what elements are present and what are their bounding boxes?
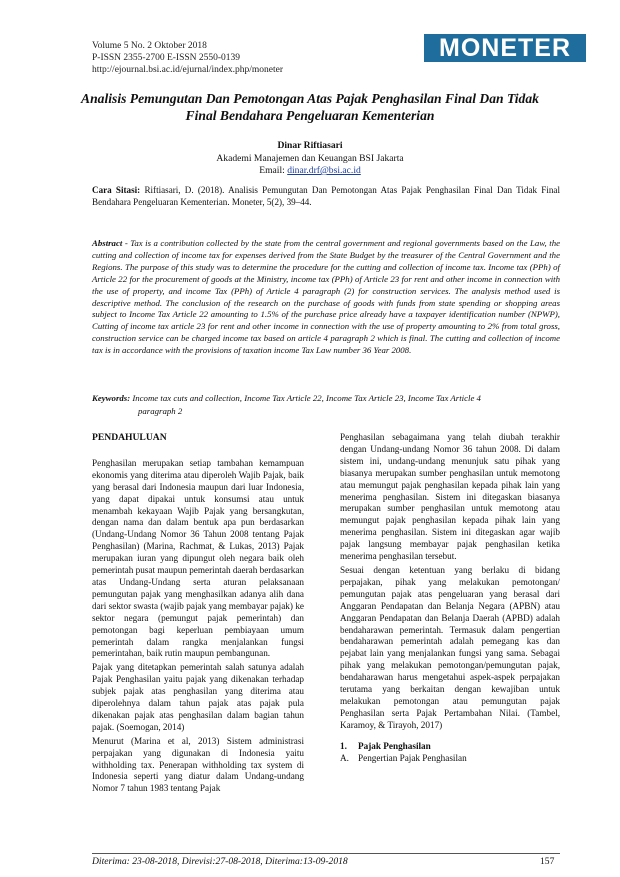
page-number: 157 bbox=[540, 856, 555, 867]
author-email-line bbox=[70, 165, 550, 178]
left-column bbox=[92, 432, 304, 797]
citation-block bbox=[92, 184, 560, 209]
paper-title: Analisis Pemungutan Dan Pemotongan Atas Pajak Penghasilan Final Dan Tidak Final Bendahara Pengeluaran Kementerian bbox=[81, 91, 539, 123]
list-item bbox=[340, 752, 560, 765]
keywords-line-2: paragraph 2 bbox=[138, 406, 183, 416]
section-list bbox=[340, 740, 560, 765]
email-label: Email: bbox=[259, 165, 285, 176]
right-column bbox=[340, 432, 560, 765]
keywords-block bbox=[92, 392, 560, 418]
keywords-label: Keywords: bbox=[92, 393, 131, 403]
abstract-label: Abstract bbox=[92, 238, 123, 248]
journal-issn: P-ISSN 2355-2700 E-ISSN 2550-0139 bbox=[92, 53, 241, 63]
citation-text: Riftiasari, D. (2018). Analisis Pemungutan Dan Pemotongan Atas Pajak Penghasilan Final Dan Tidak Final Bendahara Pengeluaran Kementerian. Moneter, 5(2), 39–44. bbox=[92, 185, 560, 208]
paragraph: Penghasilan sebagaimana yang telah diubah terakhir dengan Undang-undang Nomor 36 tahun 2008. Di dalam sistem ini, undang-undang menunjuk satu pihak yang biasanya merupakan sumber penghasilan untuk memotong atau memungut pajak penghasilan kepada pihak lain yang menerima penghasilan. Sistem ini ditegaskan biasanya merupakan sumber penghasilan untuk memotong atau memungut pajak penghasilan kepada pihak lain yang menerima penghasilan. Sistem ini ditegaskan agar wajib pajak langsung membayar pajak penghasilan ketika menerima penghasilan tersebut. bbox=[340, 432, 560, 562]
abstract-text: - Tax is a contribution collected by the state from the central government and regional governments based on the Law, the cutting and collection of income tax for expenses derived from the State Budget by the treasurer of the Central Government and the Regions. The purpose of this study was to determine the procedure for the cutting and collection of income tax. Income tax (PPh) of Article 22 for the procurement of goods at the Ministry, income tax (PPh) of Article 23 for rent and other income in connection with the use of property, and income Tax (PPh) of Article 4 paragraph (2) for construction services. The analysis method used is descriptive method. The conclusion of the research on the purchase of goods with funds from state spending or shopping areas subject to Income Tax Article 22 amounting to 1.5% of the purchase price already have a taxpayer identification number (NPWP), Cutting of income tax article 23 for rent and other income in connection with the use of property amounting to 2% from total gross, construction service can be charged income tax based on article 4 paragraph 2 which is final. The cutting and collection of income tax is in accordance with the provisions of taxation income Tax Law number 36 Year 2008. bbox=[92, 238, 560, 356]
list-item-label: Pajak Penghasilan bbox=[358, 740, 431, 751]
citation-label: Cara Sitasi: bbox=[92, 185, 141, 195]
list-item-number: 1. bbox=[340, 740, 347, 751]
journal-url[interactable]: http://ejournal.bsi.ac.id/ejurnal/index.php/moneter bbox=[92, 65, 284, 75]
author-name: Dinar Riftiasari bbox=[277, 140, 343, 151]
section-heading-pendahuluan: PENDAHULUAN bbox=[92, 432, 167, 443]
paragraph: Pajak yang ditetapkan pemerintah salah satunya adalah Pajak Penghasilan yaitu pajak yang dikenakan terhadap subjek pajak atas penghasilan yang diterima atau diperolehnya dalam tahun pajak atas pajak pula dikenakan pajak atas penghasilan dalam bagian tahun pajak. (Soemogan, 2014) bbox=[92, 662, 304, 732]
abstract-block bbox=[92, 238, 560, 357]
footer-rule bbox=[92, 853, 560, 854]
paragraph: Menurut (Marina et al, 2013) Sistem administrasi perpajakan yang digunakan di Indonesia yaitu withholding tax. Penerapan withholding tax system di Indonesia seperti yang diatur dalam Undang-undang Nomor 7 tahun 1983 tentang Pajak bbox=[92, 735, 304, 794]
paragraph: Penghasilan merupakan setiap tambahan kemampuan ekonomis yang diterima atau diperoleh Wajib Pajak, baik yang berasal dari Indonesia maupun dari luar Indonesia, yang dapat dipakai untuk konsumsi atau untuk menambah kekayaan Wajib Pajak yang bersangkutan, dengan nama dan dalam bentuk apa pun berdasarkan (Undang-Undang Nomor 36 Tahun 2008 tentang Pajak Penghasilan) (Marina, Rachmat, & Lukas, 2013) Pajak merupakan iuran yang dipungut oleh negara baik oleh pemerintah pusat maupun pemerintah daerah berdasarkan atas Undang-Undang serta aturan pelaksanaan pemungutan pajak yang menghasilkan adanya alih dana dari sektor swasta (wajib pajak yang membayar pajak) ke sektor negara (pemungut pajak pemerintah) dan pemotongan bagi keperluan pembiayaan umum pemerintah dalam rangka menjalankan fungsi pemerintahan, baik rutin maupun pembangunan. bbox=[92, 457, 304, 659]
journal-volume: Volume 5 No. 2 Oktober 2018 bbox=[92, 41, 207, 51]
list-item-number: A. bbox=[340, 753, 349, 764]
list-item-label: Pengertian Pajak Penghasilan bbox=[358, 753, 467, 764]
moneter-logo: MONETER bbox=[424, 34, 586, 62]
email-link[interactable]: dinar.drf@bsi.ac.id bbox=[287, 165, 361, 176]
author-block bbox=[70, 140, 550, 178]
footer-dates: Diterima: 23-08-2018, Direvisi:27-08-2018, Diterima:13-09-2018 bbox=[92, 856, 348, 867]
keywords-line-1: Income tax cuts and collection, Income Tax Article 22, Income Tax Article 23, Income Tax Article 4 bbox=[132, 393, 481, 403]
list-item bbox=[340, 740, 560, 753]
author-affiliation: Akademi Manajemen dan Keuangan BSI Jakarta bbox=[216, 152, 404, 164]
paragraph: Sesuai dengan ketentuan yang berlaku di bidang perpajakan, pihak yang melakukan pemotongan/ pemungutan pajak atas pengeluaran yang berasal dari Anggaran Pendapatan dan Belanja Negara (APBN) atau Anggaran Pendapatan dan Belanja Daerah (APBD) adalah bendaharawan pemerintah. Termasuk dalam pengertian bendaharawan pemerintah adalah pemegang kas dan pejabat lain yang menjalankan fungsi yang sama. Sebagai pihak yang melakukan pemotongan/pemungutan pajak, bendaharawan harus mengetahui aspek-aspek perpajakan terutama yang berkaitan dengan kewajiban untuk melakukan pemotongan atau pemungutan pajak Penghasilan serta Pajak Pertambahan Nilai. (Tambel, Karamoy, & Tirayoh, 2017) bbox=[340, 564, 560, 730]
